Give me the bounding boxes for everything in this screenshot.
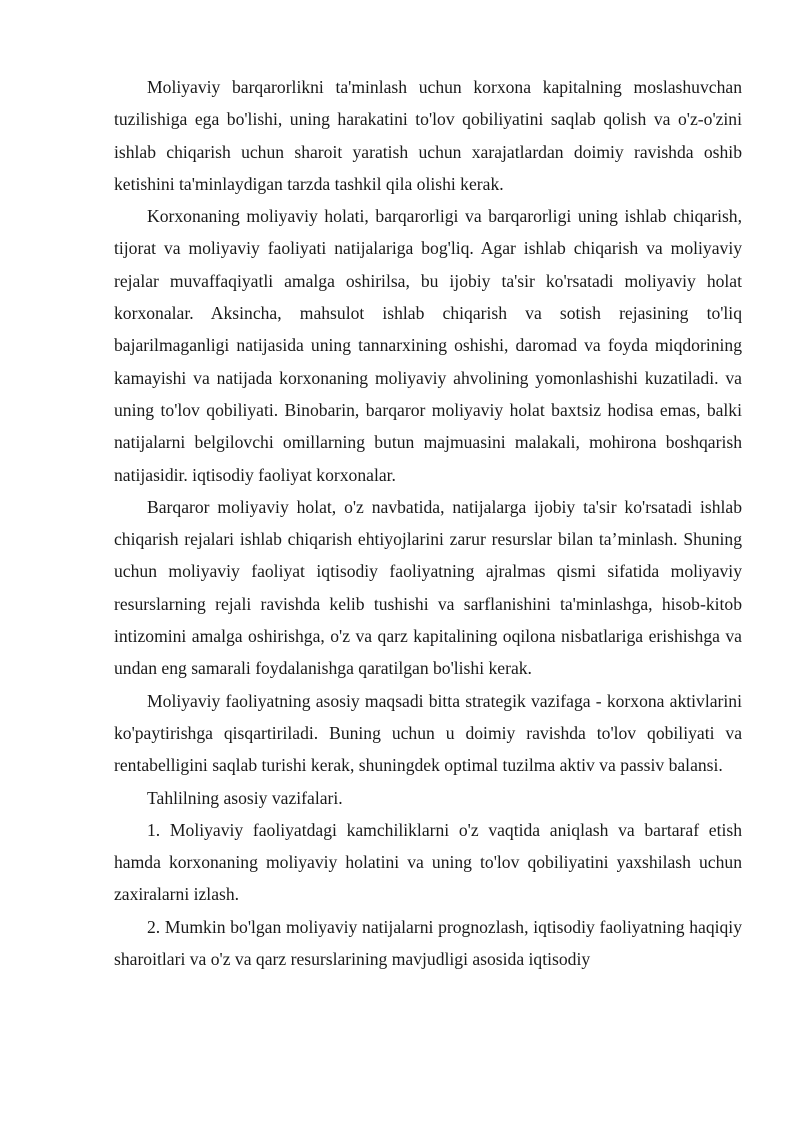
list-item: 1. Moliyaviy faoliyatdagi kamchiliklarni o'z vaqtida aniqlash va bartaraf etish hamda korxonaning moliyaviy holatini va uning to'lov qobiliyatini yaxshilash uchun zaxiralarni izlash. (114, 819, 742, 905)
paragraph: Moliyaviy faoliyatning asosiy maqsadi bitta strategik vazifaga - korxona aktivlarini ko'paytirishga qisqartiriladi. Buning uchun u doimiy ravishda to'lov qobiliyati va rentabelligini saqlab turishi kerak, shuningdek optimal tuzilma aktiv va passiv balansi. (114, 690, 742, 776)
paragraph: Moliyaviy barqarorlikni ta'minlash uchun korxona kapitalning moslashuvchan tuzilishiga ega bo'lishi, uning harakatini to'lov qobiliyatini saqlab qolish va o'z-o'zini ishlab chiqarish uchun sharoit yaratish uchun xarajatlardan doimiy ravishda oshib ketishini ta'minlaydigan tarzda tashkil qila olishi kerak. (114, 77, 742, 194)
list-item: 2. Mumkin bo'lgan moliyaviy natijalarni prognozlash, iqtisodiy faoliyatning haqiqiy sharoitlari va o'z va qarz resurslarining mavjudligi asosida iqtisodiy (114, 916, 742, 970)
list-heading: Tahlilning asosiy vazifalari. (147, 787, 343, 808)
paragraph: Barqaror moliyaviy holat, o'z navbatida, natijalarga ijobiy ta'sir ko'rsatadi ishlab chiqarish rejalari ishlab chiqarish ehtiyojlarini zarur resurslar bilan ta’minlash. Shuning uchun moliyaviy faoliyat iqtisodiy faoliyatning ajralmas qismi sifatida moliyaviy resurslarning rejali ravishda kelib tushishi va sarflanishini ta'minlashga, hisob-kitob intizomini amalga oshirishga, o'z va qarz kapitalining oqilona nisbatlariga erishishga va undan eng samarali foydalanishga qaratilgan bo'lishi kerak. (114, 496, 742, 679)
paragraph: Korxonaning moliyaviy holati, barqarorligi va barqarorligi uning ishlab chiqarish, tijorat va moliyaviy faoliyati natijalariga bog'liq. Agar ishlab chiqarish va moliyaviy rejalar muvaffaqiyatli amalga oshirilsa, bu ijobiy ta'sir ko'rsatadi moliyaviy holat korxonalar. Aksincha, mahsulot ishlab chiqarish va sotish rejasining to'liq bajarilmaganligi natijasida uning tannarxining oshishi, daromad va foyda miqdorining kamayishi va natijada korxonaning moliyaviy ahvolining yomonlashishi kuzatiladi. va uning to'lov qobiliyati. Binobarin, barqaror moliyaviy holat baxtsiz hodisa emas, balki natijalarni belgilovchi omillarning butun majmuasini malakali, mohirona boshqarish natijasidir. iqtisodiy faoliyat korxonalar. (114, 206, 742, 485)
document-body (114, 71, 742, 975)
